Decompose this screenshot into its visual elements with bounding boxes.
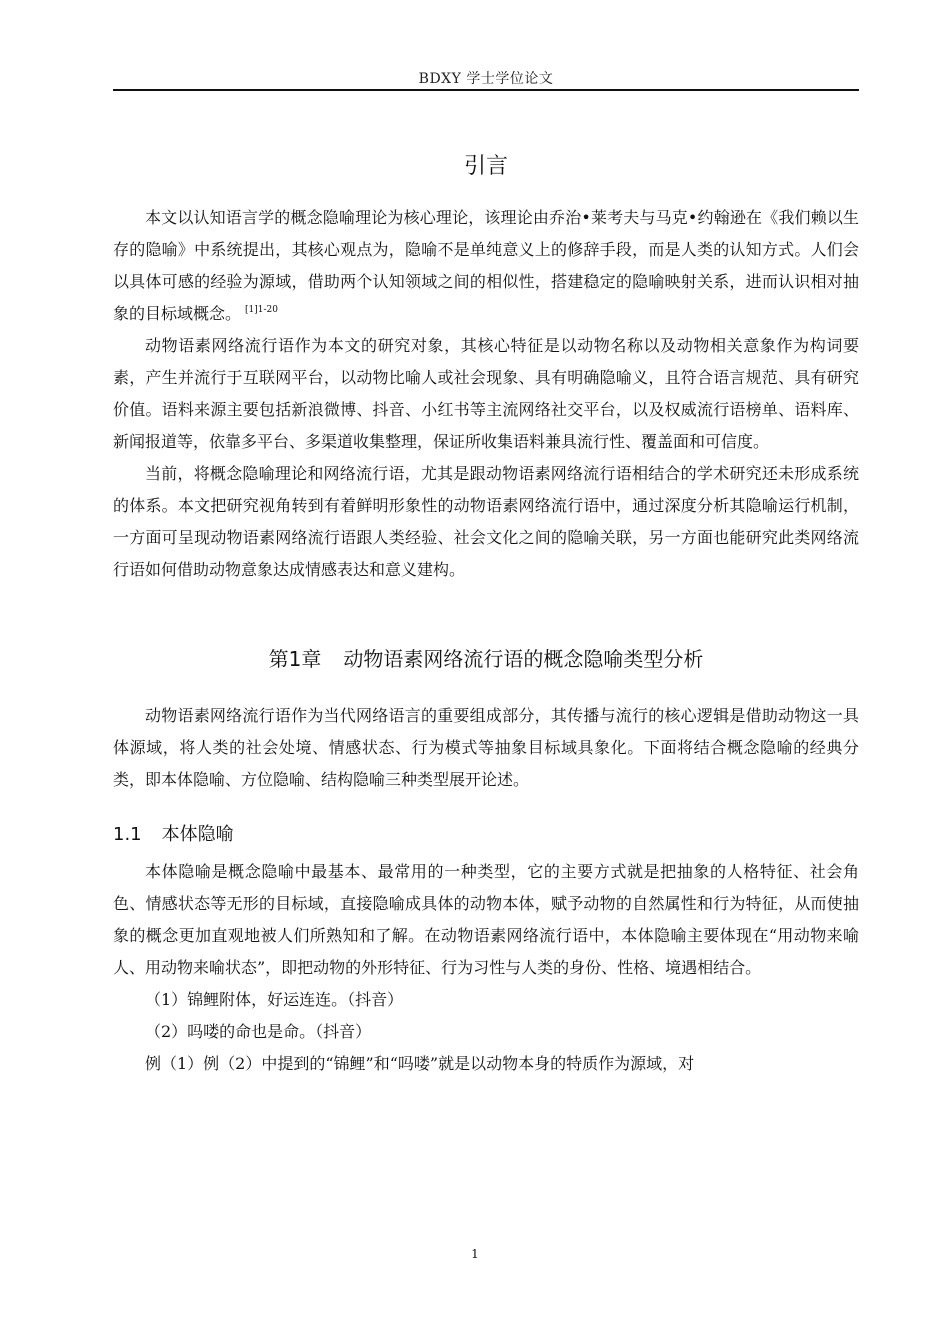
example-1: （1）锦鲤附体，好运连连。（抖音）	[145, 990, 404, 1009]
intro-paragraph-2: 动物语素网络流行语作为本文的研究对象，其核心特征是以动物名称以及动物相关意象作为构词要素，产生并流行于互联网平台，以动物比喻人或社会现象、具有明确隐喻义，且符合语言规范、具有研究价值。语料来源主要包括新浪微博、抖音、小红书等主流网络社交平台，以及权威流行语榜单、语料库、新闻报道等，依靠多平台、多渠道收集整理，保证所收集语料兼具流行性、覆盖面和可信度。	[113, 336, 859, 451]
chapter-title-text: 动物语素网络流行语的概念隐喻类型分析	[343, 647, 704, 671]
header-rule	[113, 89, 859, 91]
intro-paragraph-3: 当前，将概念隐喻理论和网络流行语，尤其是跟动物语素网络流行语相结合的学术研究还未形成系统的体系。本文把研究视角转到有着鲜明形象性的动物语素网络流行语中，通过深度分析其隐喻运行机制，一方面可呈现动物语素网络流行语跟人类经验、社会文化之间的隐喻关联，另一方面也能研究此类网络流行语如何借助动物意象达成情感表达和意义建构。	[113, 464, 859, 579]
intro-heading: 引言	[463, 154, 508, 179]
section-title-text: 本体隐喻	[161, 824, 234, 845]
chapter-number: 第1章	[268, 647, 322, 671]
section-continuation: 例（1）例（2）中提到的“锦鲤”和“吗喽”就是以动物本身的特质作为源域，对	[145, 1054, 695, 1073]
chapter-paragraph: 动物语素网络流行语作为当代网络语言的重要组成部分，其传播与流行的核心逻辑是借助动物这一具体源域，将人类的社会处境、情感状态、行为模式等抽象目标域具象化。下面将结合概念隐喻的经典分类，即本体隐喻、方位隐喻、结构隐喻三种类型展开论述。	[113, 706, 859, 789]
section-paragraph: 本体隐喻是概念隐喻中最基本、最常用的一种类型，它的主要方式就是把抽象的人格特征、社会角色、情感状态等无形的目标域，直接隐喻成具体的动物本体，赋予动物的自然属性和行为特征，从而使抽象的概念更加直观地被人们所熟知和了解。在动物语素网络流行语中，本体隐喻主要体现在“用动物来喻人、用动物来喻状态”，即把动物的外形特征、行为习性与人类的身份、性格、境遇相结合。	[113, 862, 859, 977]
intro-paragraph-1-text: 本文以认知语言学的概念隐喻理论为核心理论，该理论由乔治•莱考夫与马克•约翰逊在《我们赖以生存的隐喻》中系统提出，其核心观点为，隐喻不是单纯意义上的修辞手段，而是人类的认知方式。人们会以具体可感的经验为源域，借助两个认知领域之间的相似性，搭建稳定的隐喻映射关系，进而认识相对抽象的目标域概念。	[113, 208, 859, 323]
section-heading	[113, 820, 859, 850]
citation-marker: [1]1-20	[245, 305, 278, 315]
section-number: 1.1	[113, 824, 142, 845]
running-header: BDXY 学士学位论文	[418, 71, 554, 87]
example-2: （2）吗喽的命也是命。（抖音）	[145, 1022, 372, 1041]
intro-paragraph-1	[113, 202, 859, 330]
chapter-heading	[113, 642, 859, 676]
page-number: 1	[471, 1247, 479, 1261]
page-content	[113, 140, 859, 1080]
